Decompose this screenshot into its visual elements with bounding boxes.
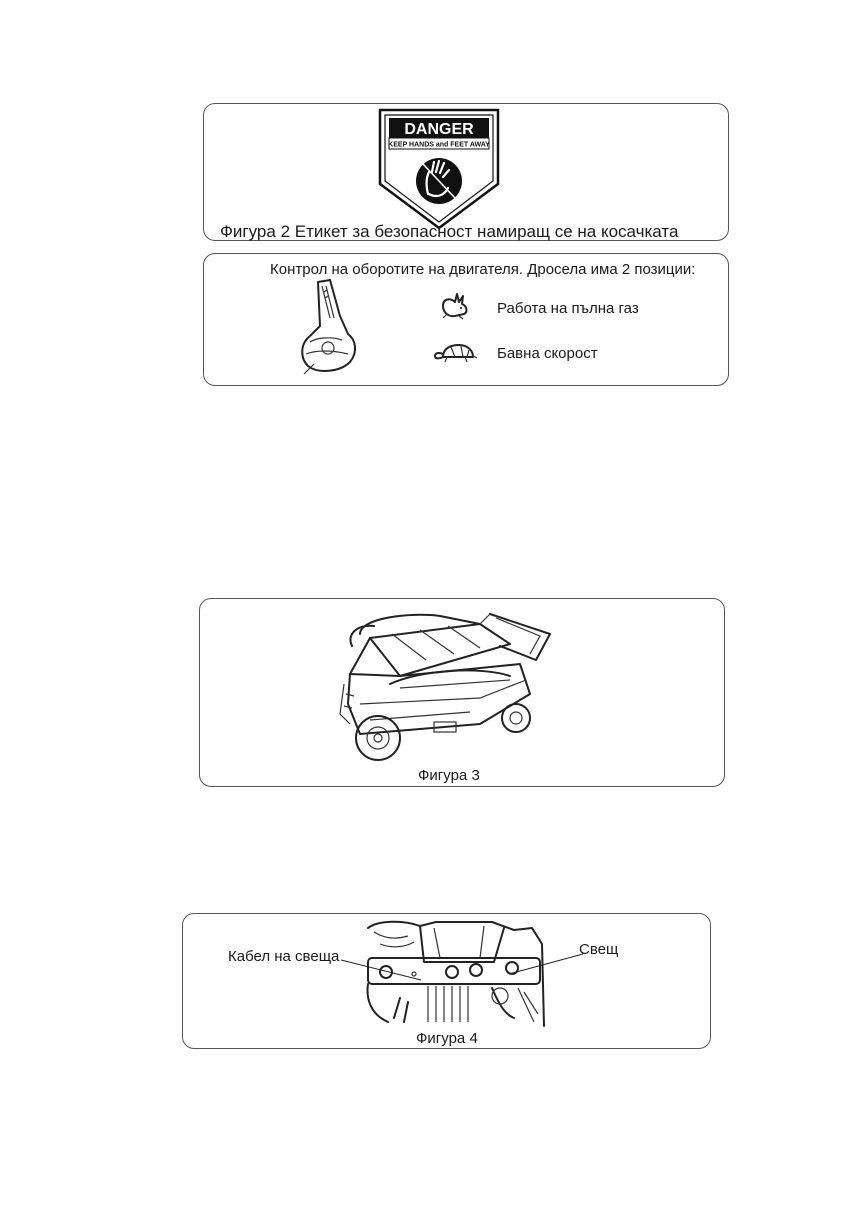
lawnmower-illustration [330, 604, 560, 764]
throttle-title: Контрол на оборотите на двигателя. Дросела има 2 позиции: [270, 261, 696, 278]
sparkplug-label: Свещ [579, 941, 619, 958]
throttle-fast-label: Работа на пълна газ [497, 300, 639, 317]
danger-heading: DANGER [404, 121, 474, 138]
mower-front-wheel [502, 704, 530, 732]
mower-rear-wheel [356, 716, 400, 760]
figure4-caption: Фигура 4 [416, 1030, 478, 1047]
label-leader-lines [183, 914, 710, 1048]
figure4-panel [182, 913, 711, 1049]
throttle-panel [203, 253, 729, 386]
rabbit-icon [437, 292, 473, 320]
figure3-caption: Фигура 3 [418, 767, 480, 784]
sparkplug-cable-label: Кабел на свеща [228, 948, 340, 965]
danger-sign [376, 106, 502, 232]
figure3-panel [199, 598, 725, 787]
throttle-slow-label: Бавна скорост [497, 345, 598, 362]
danger-subtext: KEEP HANDS and FEET AWAY [388, 141, 490, 149]
turtle-icon [433, 342, 479, 364]
figure2-caption: Фигура 2 Етикет за безопасност намиращ се на косачката [220, 222, 679, 241]
throttle-lever-illustration [296, 278, 366, 378]
figure2-panel [203, 103, 729, 241]
